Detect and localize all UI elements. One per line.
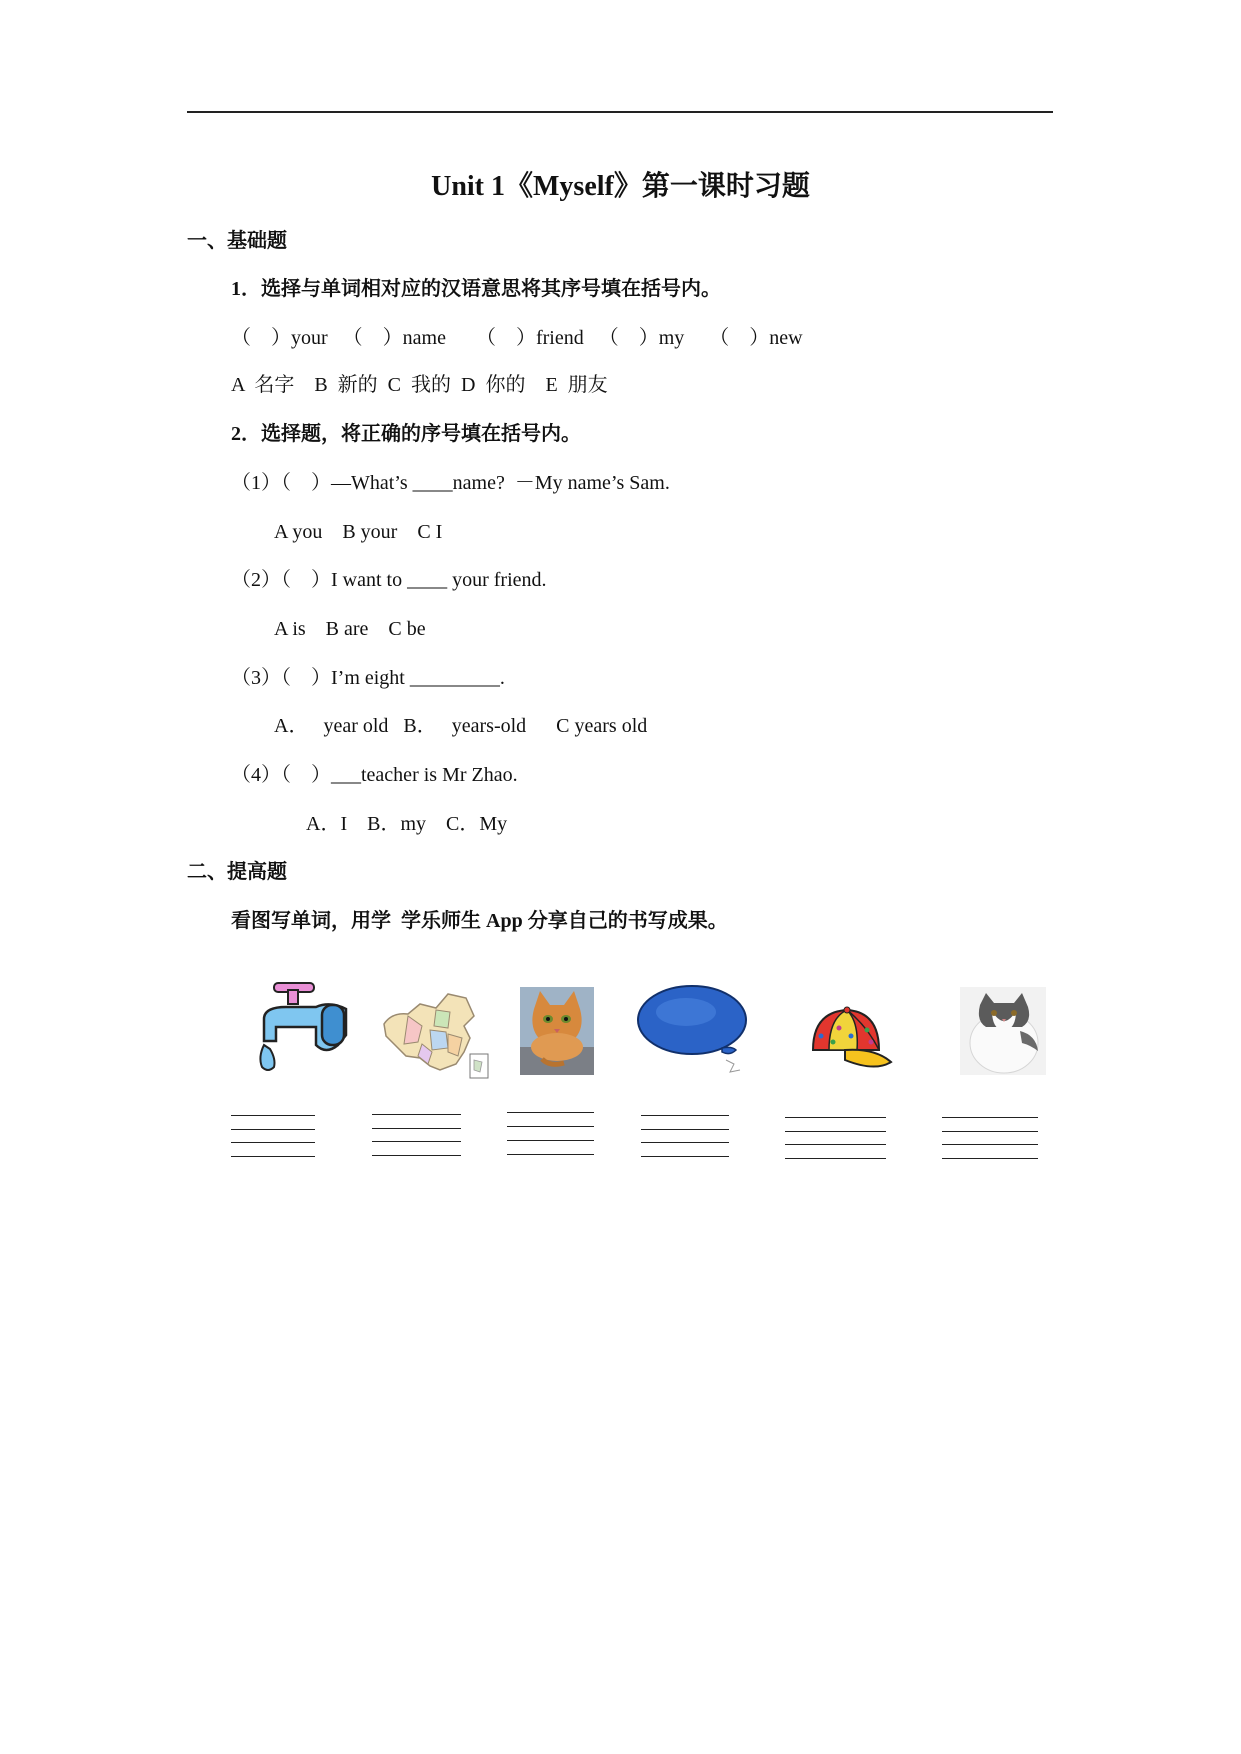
cap-icon [805, 1006, 895, 1076]
writing-line[interactable] [231, 1115, 315, 1116]
writing-line[interactable] [942, 1117, 1038, 1118]
q2-item1-question: （1）（ ）—What’s ____name? －My name’s Sam. [231, 472, 670, 494]
writing-line[interactable] [641, 1156, 729, 1157]
writing-line[interactable] [507, 1126, 594, 1127]
q2-item2-question: （2）（ ）I want to ____ your friend. [231, 569, 547, 591]
china-map-icon [378, 986, 492, 1084]
writing-line[interactable] [785, 1117, 886, 1118]
q1-words: （ ）your （ ）name （ ）friend （ ）my （ ）new [231, 327, 803, 349]
writing-line[interactable] [785, 1144, 886, 1145]
q2-prompt: 2．选择题，将正确的序号填在括号内。 [231, 423, 581, 445]
q1-options: A 名字 B 新的 C 我的 D 你的 E 朋友 [231, 374, 608, 396]
writing-line[interactable] [785, 1131, 886, 1132]
writing-line[interactable] [641, 1142, 729, 1143]
q2-item3-choices: A． year old B． years-old C years old [274, 715, 648, 737]
writing-line[interactable] [231, 1156, 315, 1157]
writing-line[interactable] [372, 1141, 461, 1142]
plate-icon [636, 980, 754, 1076]
writing-line[interactable] [641, 1129, 729, 1130]
section1-heading: 一、基础题 [187, 230, 287, 252]
writing-line[interactable] [231, 1142, 315, 1143]
q2-item2-choices: A is B are C be [274, 618, 426, 640]
q2-item3-question: （3）（ ）I’m eight _________. [231, 667, 505, 689]
writing-line[interactable] [785, 1158, 886, 1159]
writing-line[interactable] [372, 1114, 461, 1115]
fat-cat-icon [960, 987, 1046, 1075]
page-title: Unit 1《Myself》第一课时习题 [431, 171, 810, 202]
writing-line[interactable] [942, 1131, 1038, 1132]
writing-line[interactable] [372, 1155, 461, 1156]
kitten-icon [520, 987, 594, 1075]
writing-line[interactable] [372, 1128, 461, 1129]
writing-line[interactable] [231, 1129, 315, 1130]
writing-line[interactable] [507, 1112, 594, 1113]
q1-prompt: 1．选择与单词相对应的汉语意思将其序号填在括号内。 [231, 278, 721, 300]
header-rule [187, 111, 1053, 113]
q2-item4-choices: A．I B．my C．My [306, 813, 508, 835]
q2-item1-choices: A you B your C I [274, 521, 443, 543]
writing-line[interactable] [507, 1140, 594, 1141]
writing-line[interactable] [942, 1158, 1038, 1159]
section2-instruction: 看图写单词，用学 学乐师生 App 分享自己的书写成果。 [231, 910, 728, 932]
section2-heading: 二、提高题 [187, 861, 287, 883]
writing-line[interactable] [942, 1144, 1038, 1145]
q2-item4-question: （4）（ ）___teacher is Mr Zhao. [231, 764, 518, 786]
writing-line[interactable] [641, 1115, 729, 1116]
tap-icon [246, 979, 352, 1075]
writing-line[interactable] [507, 1154, 594, 1155]
